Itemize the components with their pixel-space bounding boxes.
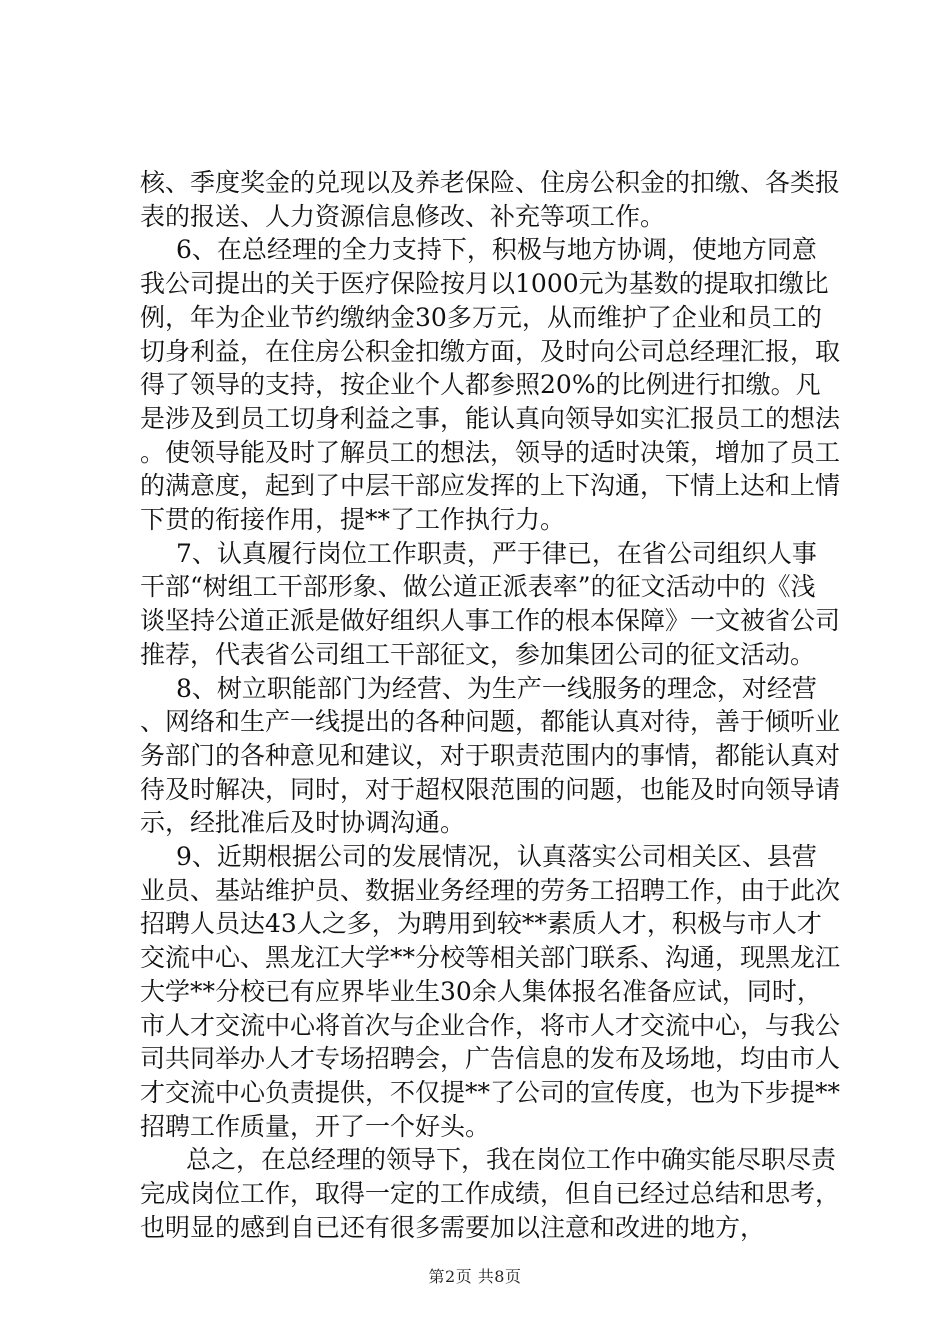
paragraph-continuation: 核、季度奖金的兑现以及养老保险、住房公积金的扣缴、各类报表的报送、人力资源信息修改、补充等项工作。	[140, 168, 841, 231]
paragraph-item-6: 6、在总经理的全力支持下，积极与地方协调，使地方同意我公司提出的关于医疗保险按月以1000元为基数的提取扣缴比例，年为企业节约缴纳金30多万元，从而维护了企业和员工的切身利益，在住房公积金扣缴方面，及时向公司总经理汇报，取得了领导的支持，按企业个人都参照20%的比例进行扣缴。凡是涉及到员工切身利益之事，能认真向领导如实汇报员工的想法。使领导能及时了解员工的想法，领导的适时决策，增加了员工的满意度，起到了中层干部应发挥的上下沟通，下情上达和上情下贯的衔接作用，提**了工作执行力。	[140, 235, 841, 535]
paragraph-item-9: 9、近期根据公司的发展情况，认真落实公司相关区、县营业员、基站维护员、数据业务经理的劳务工招聘工作，由于此次招聘人员达43人之多，为聘用到较**素质人才，积极与市人才交流中心、黑龙江大学**分校等相关部门联系、沟通，现黑龙江大学**分校已有应界毕业生30余人集体报名准备应试，同时，市人才交流中心将首次与企业合作，将市人才交流中心，与我公司共同举办人才专场招聘会，广告信息的发布及场地，均由市人才交流中心负责提供，不仅提**了公司的宣传度，也为下步提**招聘工作质量，开了一个好头。	[140, 842, 841, 1141]
paragraph-item-7: 7、认真履行岗位工作职责，严于律已，在省公司组织人事干部“树组工干部形象、做公道正派表率”的征文活动中的《浅谈坚持公道正派是做好组织人事工作的根本保障》一文被省公司推荐，代表省公司组工干部征文，参加集团公司的征文活动。	[140, 538, 841, 669]
document-body	[140, 166, 840, 1245]
paragraph-summary: 总之，在总经理的领导下，我在岗位工作中确实能尽职尽责完成岗位工作，取得一定的工作成绩，但自已经过总结和思考，也明显的感到自已还有很多需要加以注意和改进的地方，	[140, 1145, 841, 1242]
page-number-footer: 第2页 共8页	[428, 1267, 522, 1286]
paragraph-item-8: 8、树立职能部门为经营、为生产一线服务的理念，对经营、网络和生产一线提出的各种问题，都能认真对待，善于倾听业务部门的各种意见和建议，对于职责范围内的事情，都能认真对待及时解决，同时，对于超权限范围的问题，也能及时向领导请示，经批准后及时协调沟通。	[140, 673, 841, 838]
